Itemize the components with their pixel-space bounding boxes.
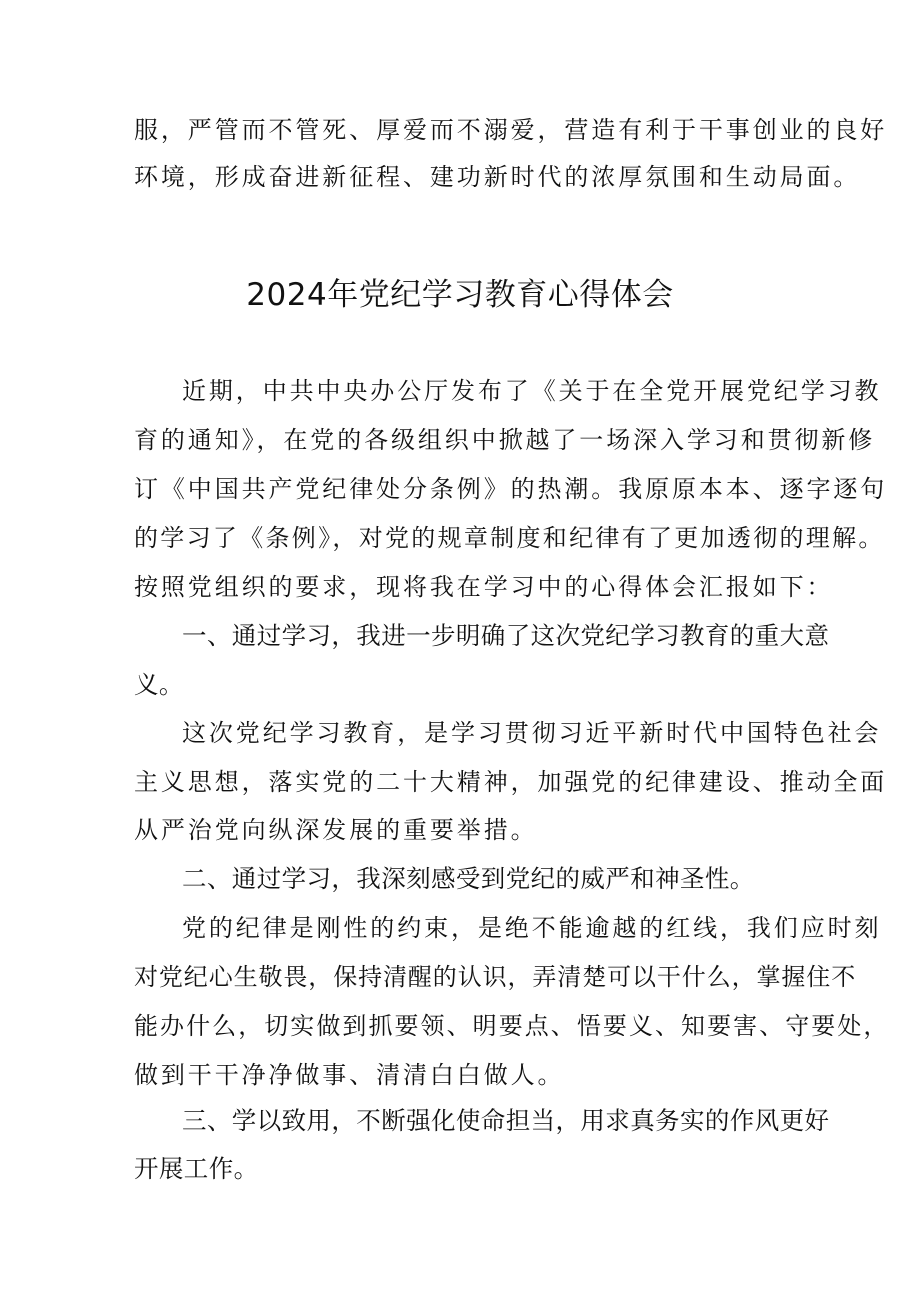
section-3-heading-line-2: 开展工作。	[134, 1154, 259, 1183]
intro-line-2: 育的通知》，在党的各级组织中掀越了一场深入学习和贯彻新修	[134, 426, 876, 454]
section-1-heading-line-1: 一、通过学习，我进一步明确了这次党纪学习教育的重大意	[182, 621, 830, 650]
section-3-heading-line-1: 三、学以致用，不断强化使命担当，用求真务实的作风更好	[182, 1106, 830, 1135]
section-1-body-line-2: 主义思想，落实党的二十大精神，加强党的纪律建设、推动全面	[134, 768, 888, 796]
section-2-body-line-4: 做到干干净净做事、清清白白做人。	[134, 1061, 565, 1089]
intro-line-3: 订《中国共产党纪律处分条例》的热潮。我原原本本、逐字逐句	[134, 475, 888, 503]
intro-line-1: 近期，中共中央办公厅发布了《关于在全党开展党纪学习教	[182, 377, 882, 405]
intro-line-4: 的学习了《条例》，对党的规章制度和纪律有了更加透彻的理解。	[134, 524, 885, 552]
continuation-line-2: 环境，形成奋进新征程、建功新时代的浓厚氛围和生动局面。	[134, 163, 861, 191]
continuation-line-1: 服，严管而不管死、厚爱而不溺爱，营造有利于干事创业的良好	[134, 116, 888, 144]
document-title: 2024年党纪学习教育心得体会	[246, 277, 674, 313]
section-2-body-line-1: 党的纪律是刚性的约束，是绝不能逾越的红线，我们应时刻	[182, 914, 882, 942]
section-2-body-line-3: 能办什么，切实做到抓要领、明要点、悟要义、知要害、守要处，	[134, 1012, 890, 1040]
section-2-heading: 二、通过学习，我深刻感受到党纪的威严和神圣性。	[182, 864, 755, 893]
section-1-body-line-1: 这次党纪学习教育，是学习贯彻习近平新时代中国特色社会	[182, 719, 882, 747]
section-1-heading-line-2: 义。	[134, 670, 184, 699]
section-1-body-line-3: 从严治党向纵深发展的重要举措。	[134, 816, 538, 844]
intro-line-5: 按照党组织的要求，现将我在学习中的心得体会汇报如下：	[134, 573, 834, 601]
section-2-body-line-2: 对党纪心生敬畏，保持清醒的认识，弄清楚可以干什么，掌握住不	[134, 963, 857, 991]
